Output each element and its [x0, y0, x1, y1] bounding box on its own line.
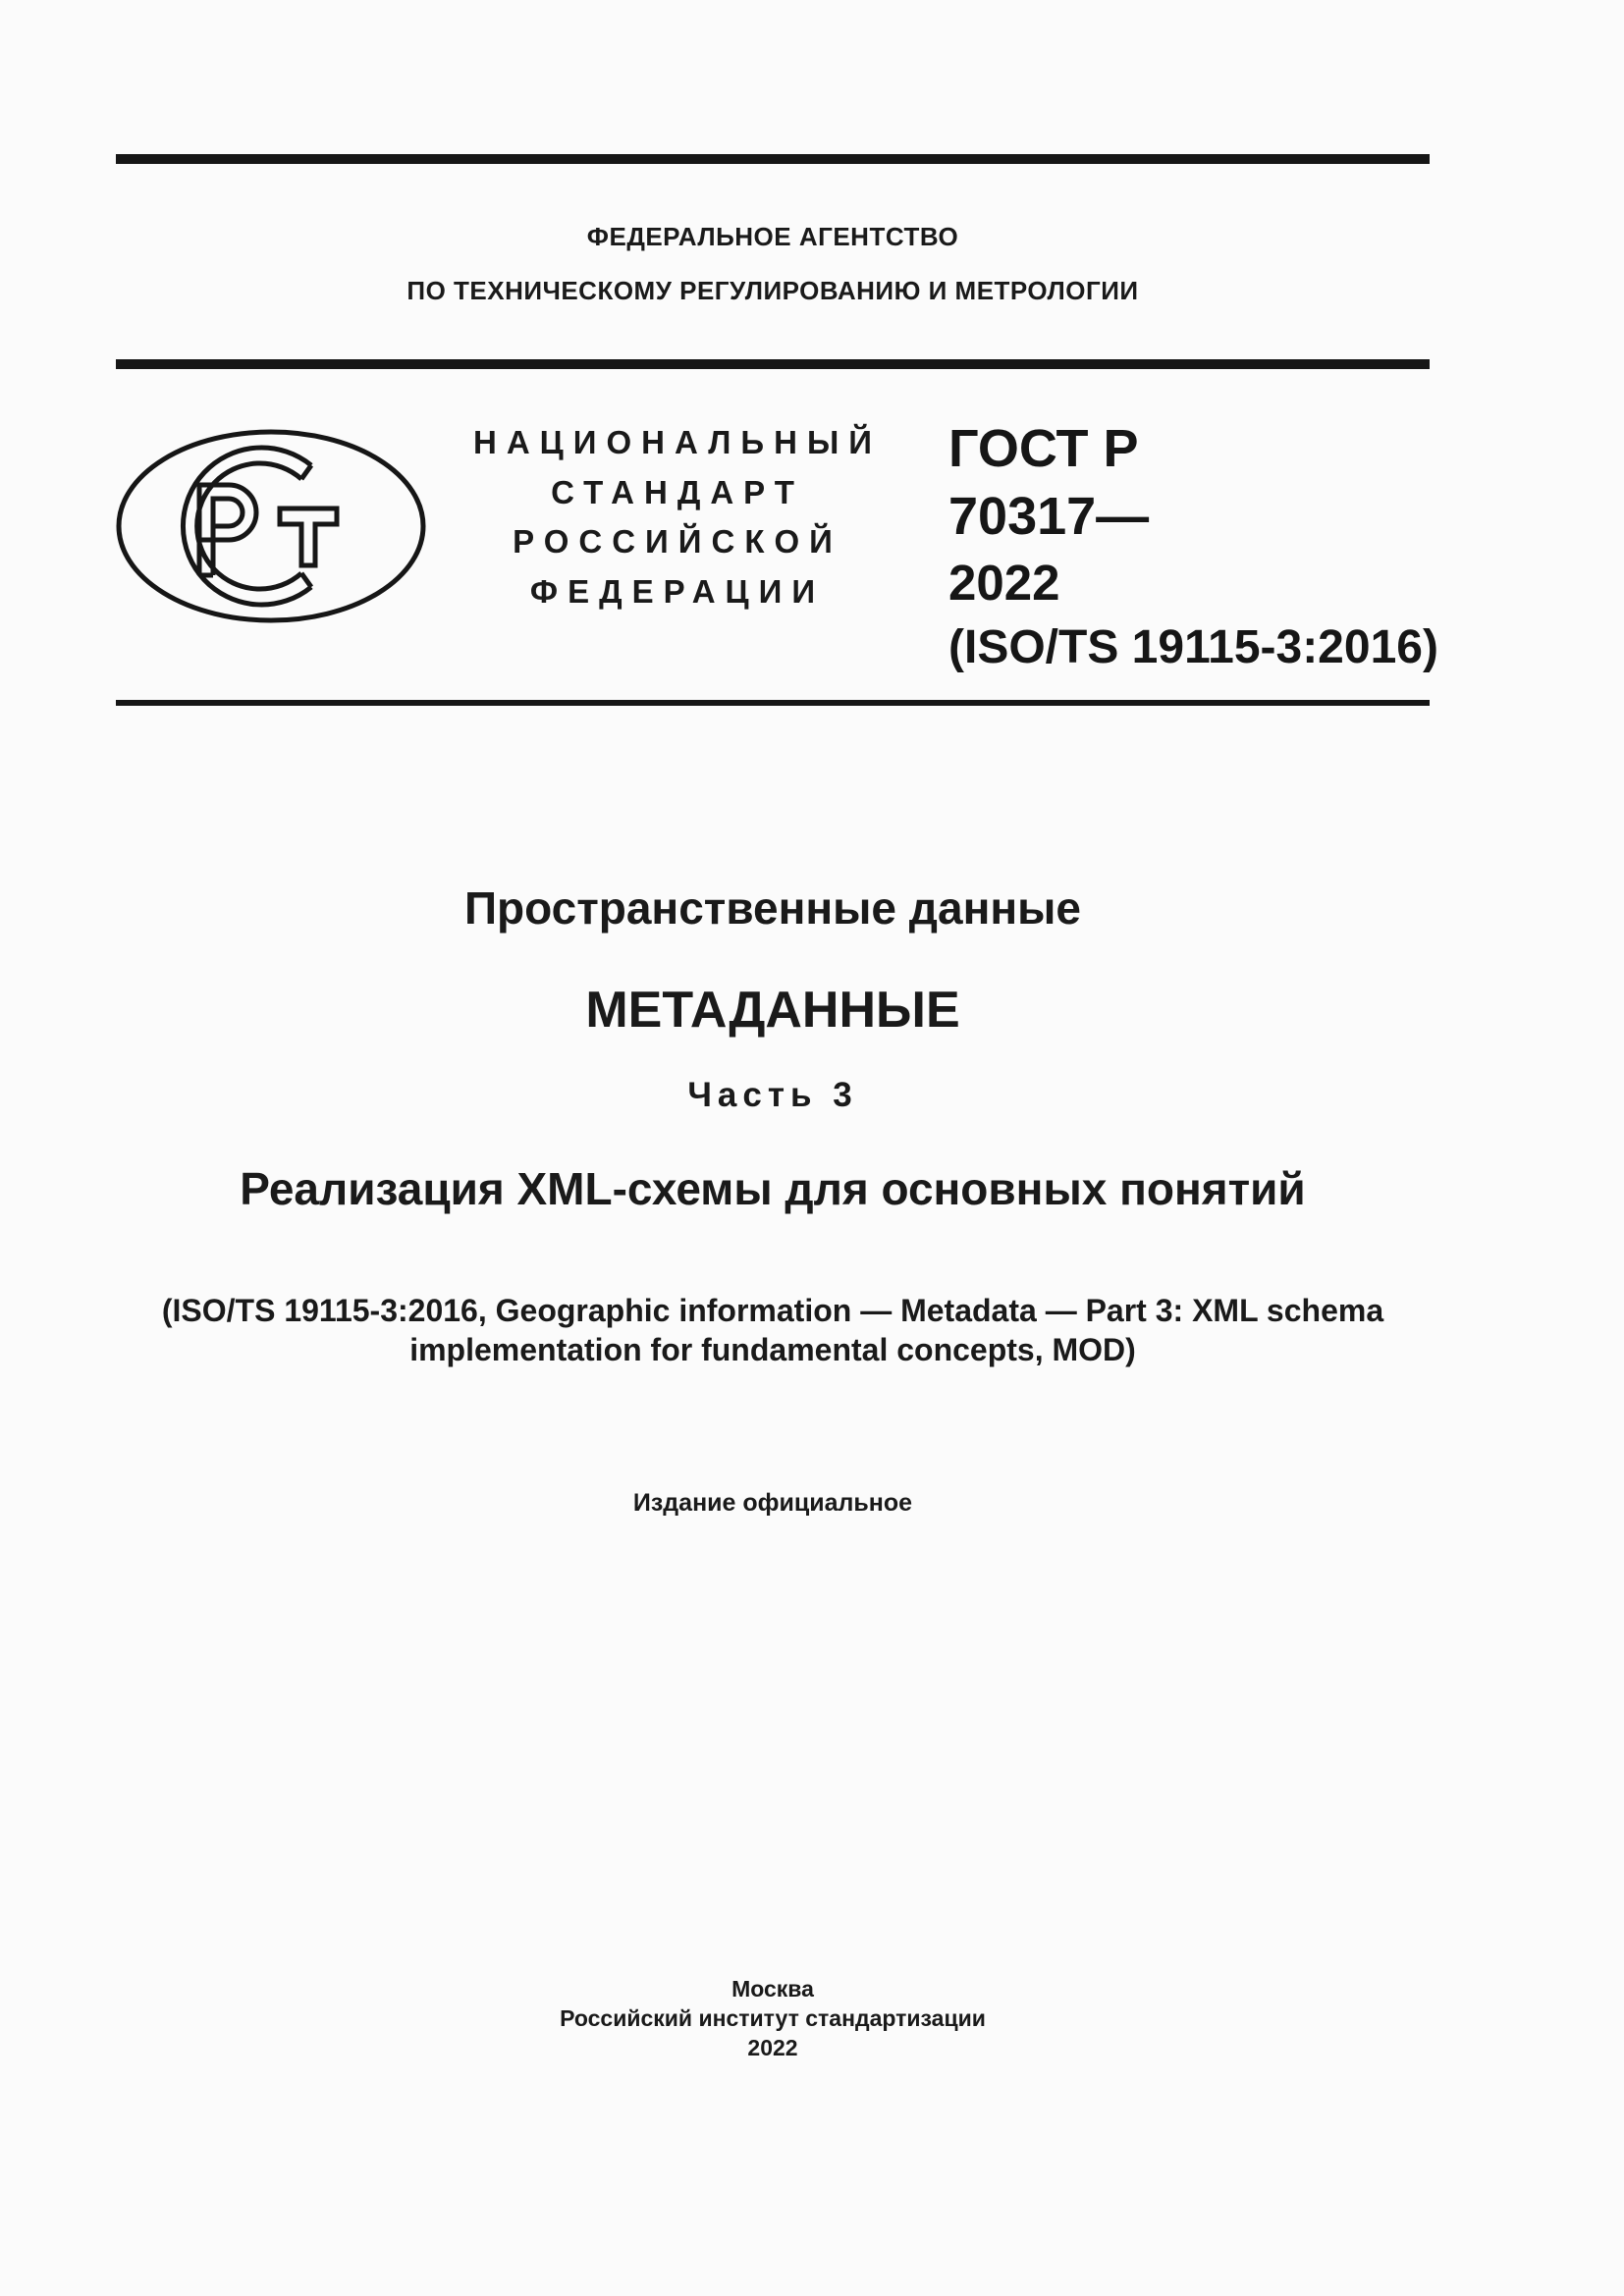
original-reference-line-2: implementation for fundamental concepts, MOD): [409, 1332, 1136, 1367]
top-rule: [116, 154, 1430, 164]
gost-designation-line-2: 70317—: [948, 487, 1150, 546]
original-reference-line-1: (ISO/TS 19115-3:2016, Geographic information — Metadata — Part 3: XML schema: [161, 1293, 1384, 1328]
imprint-publisher: Российский институт стандартизации: [560, 2005, 986, 2031]
gost-designation-line-3: 2022: [948, 555, 1060, 611]
national-standard-line-3: РОССИЙСКОЙ: [513, 523, 842, 560]
edition-label: Издание официальное: [632, 1489, 913, 1517]
agency-line-2: ПО ТЕХНИЧЕСКОМУ РЕГУЛИРОВАНИЮ И МЕТРОЛОГИИ: [406, 276, 1139, 305]
gost-designation-line-4: (ISO/TS 19115-3:2016): [948, 621, 1438, 673]
document-title-part: Часть 3: [687, 1076, 858, 1114]
national-standard-line-1: НАЦИОНАЛЬНЫЙ: [473, 424, 882, 460]
agency-line-1: ФЕДЕРАЛЬНОЕ АГЕНТСТВО: [586, 222, 959, 251]
gost-designation-line-1: ГОСТ Р: [948, 419, 1139, 478]
document-title-main: МЕТАДАННЫЕ: [585, 982, 960, 1039]
document-title-subject: Реализация XML-схемы для основных понятий: [240, 1163, 1306, 1214]
imprint-city: Москва: [731, 1976, 814, 2002]
rst-logo-icon: [115, 428, 427, 624]
document-title-general: Пространственные данные: [463, 882, 1082, 934]
imprint-year: 2022: [747, 2035, 798, 2060]
bottom-rule: [116, 700, 1430, 706]
national-standard-line-4: ФЕДЕРАЦИИ: [529, 573, 826, 610]
national-standard-line-2: СТАНДАРТ: [551, 474, 804, 510]
middle-rule: [116, 359, 1430, 369]
